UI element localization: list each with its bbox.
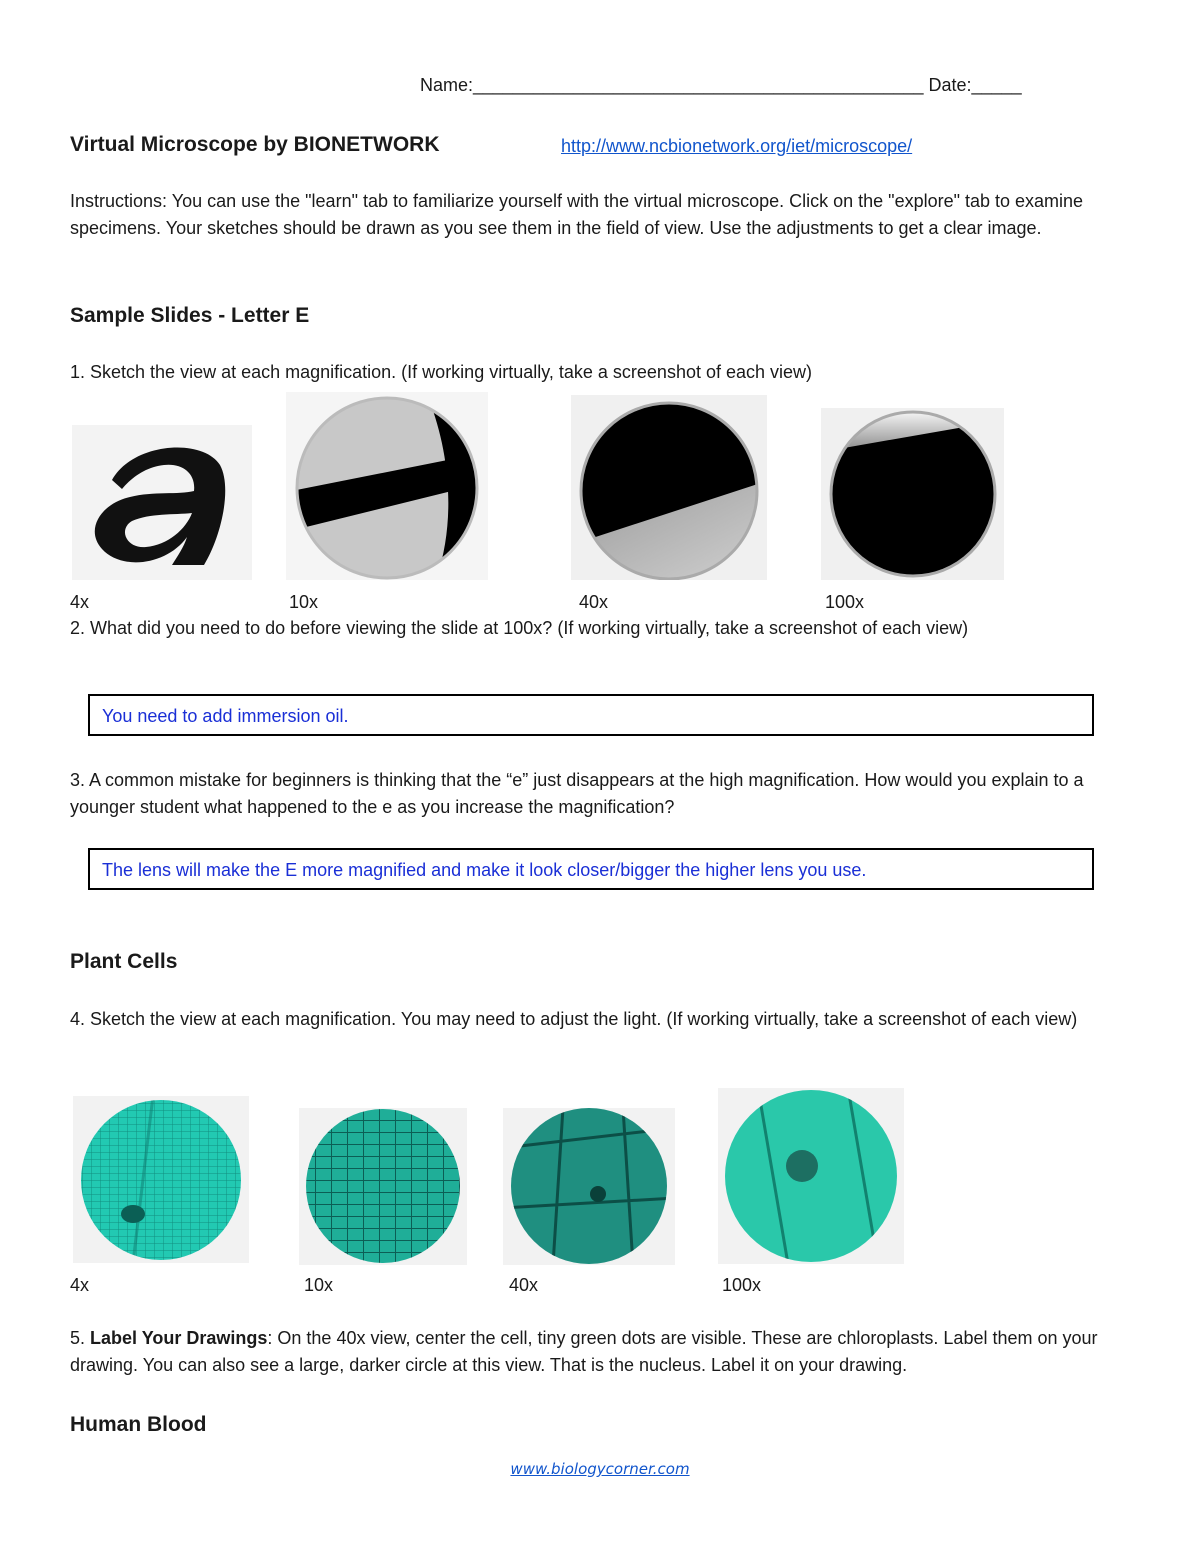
question-3: 3. A common mistake for beginners is thinking that the “e” just disappears at the high magnification. How would you explain to a younger student what happened to the e as you increase the magnification? [70,770,1084,817]
question-2: 2. What did you need to do before viewing the slide at 100x? (If working virtually, take a screenshot of each view) [70,618,969,638]
mag-label-100x: 100x [825,592,865,612]
letter-e-4x-image [72,425,252,580]
plant-mag-label-4x: 4x [70,1275,90,1295]
question-5 [70,1325,1135,1379]
section-heading-human-blood: Human Blood [70,1413,207,1436]
answer-3: The lens will make the E more magnified and make it look closer/bigger the higher lens you use. [102,860,867,880]
answer-2: You need to add immersion oil. [102,706,349,726]
footer-link[interactable]: www.biologycorner.com [510,1460,690,1478]
instructions-text: Instructions: You can use the "learn" tab to familiarize yourself with the virtual microscope. Click on the "explore" tab to examine specimens. Your sketches should be drawn as you see them in the field of view. Use the adjustments to get a clear image. [70,191,1084,238]
mag-label-40x: 40x [579,592,609,612]
section-heading-plant-cells: Plant Cells [70,950,178,973]
mag-label-4x: 4x [70,592,90,612]
question-5-number: 5. [70,1328,86,1348]
section-heading-letter-e: Sample Slides - Letter E [70,304,310,327]
question-1: 1. Sketch the view at each magnification. (If working virtually, take a screenshot of each view) [70,362,813,382]
plant-mag-label-40x: 40x [509,1275,539,1295]
microscope-link[interactable]: http://www.ncbionetwork.org/iet/microscope/ [561,136,913,156]
letter-e-10x-image [286,392,488,580]
letter-e-100x-image [821,408,1004,580]
plant-cells-10x-image [299,1108,467,1265]
question-5-text: : On the 40x view, center the cell, tiny green dots are visible. These are chloroplasts. Label them on your drawing. You can also see a large, darker circle at this view. That is the nucleus. Label it on your drawing. [70,1328,1098,1375]
footer [0,1460,1200,1478]
plant-mag-label-100x: 100x [722,1275,762,1295]
letter-e-40x-image [571,395,767,580]
plant-mag-label-10x: 10x [304,1275,334,1295]
page-title: Virtual Microscope by BIONETWORK [70,133,440,156]
plant-cells-100x-image [718,1088,904,1264]
answer-box-3[interactable] [88,848,1094,890]
answer-box-2[interactable] [88,694,1094,736]
name-date-line[interactable]: Name:_____________________________________________ Date:_____ [420,75,1022,95]
plant-cells-4x-image [73,1096,249,1263]
plant-cells-40x-image [503,1108,675,1265]
question-5-bold: Label Your Drawings [90,1328,268,1348]
question-4: 4. Sketch the view at each magnification. You may need to adjust the light. (If working virtually, take a screenshot of each view) [70,1009,1078,1029]
mag-label-10x: 10x [289,592,319,612]
